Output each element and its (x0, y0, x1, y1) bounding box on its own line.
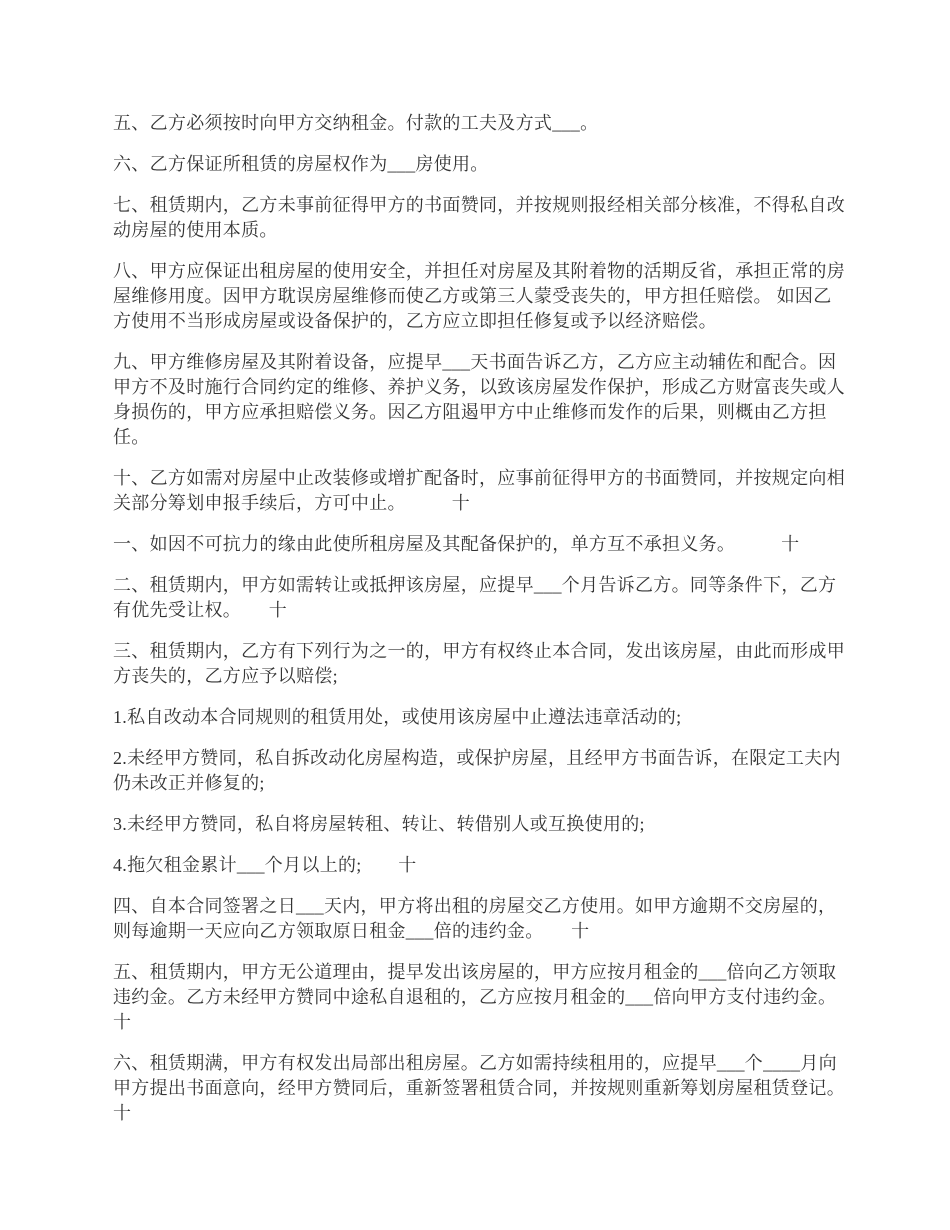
clause-paragraph-11: 一、如因不可抗力的缘由此使所租房屋及其配备保护的，单方互不承担义务。 十 (113, 534, 800, 554)
clause-subitem-1: 1.私自改动本合同规则的租赁用处，或使用该房屋中止遵法违章活动的; (113, 707, 682, 727)
clause-paragraph-14: 四、自本合同签署之日___天内，甲方将出租的房屋交乙方使用。如甲方逾期不交房屋的，则每逾期一天应向乙方领取原日租金___倍的违约金。 十 (113, 896, 837, 941)
clause-paragraph-7: 七、租赁期内，乙方未事前征得甲方的书面赞同，并按规则报经相关部分核准，不得私自改动房屋的使用本质。 (113, 195, 845, 240)
clause-subitem-2: 2.未经甲方赞同，私自拆改动化房屋构造，或保护房屋，且经甲方书面告诉，在限定工夫内仍未改正并修复的; (113, 748, 841, 793)
clause-subitem-4: 4.拖欠租金累计___个月以上的; 十 (113, 855, 417, 875)
clause-paragraph-15: 五、租赁期内，甲方无公道理由，提早发出该房屋的，甲方应按月租金的___倍向乙方领取违约金。乙方未经甲方赞同中途私自退租的，乙方应按月租金的___倍向甲方支付违约金。 十 (113, 962, 864, 1032)
clause-paragraph-9: 九、甲方维修房屋及其附着设备，应提早___天书面告诉乙方，乙方应主动辅佐和配合。因甲方不及时施行合同约定的维修、养护义务，以致该房屋发作保护，形成乙方财富丧失或人身损伤的，甲方应承担赔偿义务。因乙方阻遏甲方中止维修而发作的后果，则概由乙方担任。 (113, 352, 845, 447)
clause-paragraph-8: 八、甲方应保证出租房屋的使用安全，并担任对房屋及其附着物的活期反省，承担正常的房屋维修用度。因甲方耽误房屋维修而使乙方或第三人蒙受丧失的，甲方担任赔偿。 如因乙方使用不当形成房屋或设备保护的，乙方应立即担任修复或予以经济赔偿。 (113, 261, 845, 331)
clause-paragraph-12: 二、租赁期内，甲方如需转让或抵押该房屋，应提早___个月告诉乙方。同等条件下，乙方有优先受让权。 十 (113, 575, 837, 620)
clause-paragraph-10: 十、乙方如需对房屋中止改装修或增扩配备时，应事前征得甲方的书面赞同，并按规定向相关部分筹划申报手续后，方可中止。 十 (113, 468, 845, 513)
clause-paragraph-16: 六、租赁期满，甲方有权发出局部出租房屋。乙方如需持续租用的，应提早___个____月向甲方提出书面意向，经甲方赞同后，重新签署租赁合同，并按规则重新筹划房屋租赁登记。十 (113, 1053, 845, 1123)
clause-paragraph-13: 三、租赁期内，乙方有下列行为之一的，甲方有权终止本合同，发出该房屋，由此而形成甲方丧失的，乙方应予以赔偿; (113, 641, 845, 686)
clause-paragraph-6: 六、乙方保证所租赁的房屋权作为___房使用。 (113, 154, 489, 174)
clause-paragraph-5: 五、乙方必须按时向甲方交纳租金。付款的工夫及方式___。 (113, 113, 599, 133)
clause-subitem-3: 3.未经甲方赞同，私自将房屋转租、转让、转借别人或互换使用的; (113, 814, 645, 834)
